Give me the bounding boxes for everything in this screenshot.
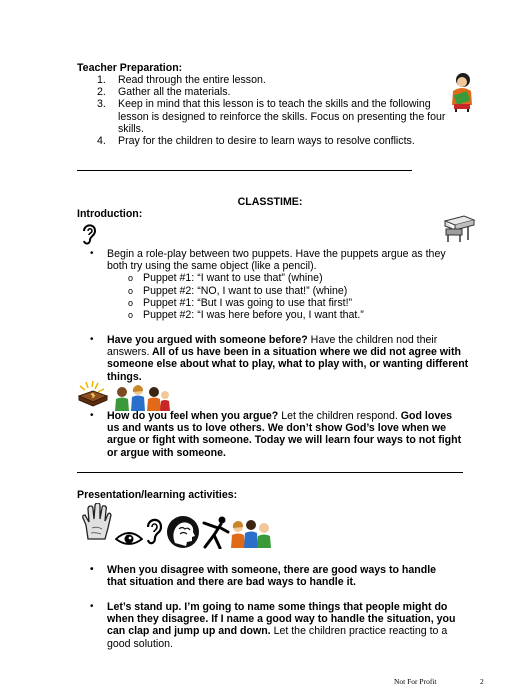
stretching-person-icon (200, 515, 230, 549)
page-number: 2 (480, 677, 484, 686)
stand-up-practice: Let the children practice reacting to a good solution. (107, 625, 448, 650)
list-item (128, 285, 457, 297)
list-number: 3. (97, 98, 106, 111)
list-item (97, 135, 447, 147)
feel-instruction: Let the children respond. (278, 410, 398, 422)
list-item (90, 248, 457, 322)
puppet-lines (107, 272, 457, 321)
ear-icon (80, 222, 98, 246)
teacher-prep-list (97, 74, 447, 147)
list-number: 1. (97, 74, 106, 86)
girl-reading-icon (447, 71, 477, 113)
head-profile-icon (166, 515, 200, 549)
roleplay-text: Begin a role-play between two puppets. Have the puppets argue as they both try using the same object (like a pencil). (107, 248, 446, 273)
puppet-line: Puppet #1: “But I was going to use that first!” (143, 296, 353, 309)
argued-instruction: Have the children nod their answers. (107, 334, 438, 359)
argued-question: Have you argued with someone before? (107, 334, 308, 346)
hand-icon (80, 503, 114, 543)
list-item (90, 564, 447, 589)
list-item (90, 410, 467, 459)
eye-icon (115, 530, 143, 548)
section-divider (77, 472, 463, 473)
disagree-text: When you disagree with someone, there are good ways to handle that situation and there are bad ways to handle it. (107, 564, 437, 589)
list-item (128, 309, 457, 321)
feel-statement: God loves us and wants us to love others. We don’t show God’s love when we argue or fight with someone. Today we will learn four ways to not fight or argue with someone. (107, 410, 462, 459)
presentation-heading: Presentation/learning activities: (77, 489, 238, 501)
classtime-title: CLASSTIME: (237, 196, 303, 208)
list-text: Gather all the materials. (118, 86, 231, 99)
teacher-prep-heading: Teacher Preparation: (77, 62, 183, 74)
list-text: Read through the entire lesson. (118, 74, 266, 86)
circle-bullet-icon: o (128, 273, 134, 284)
list-text: Pray for the children to desire to learn ways to resolve conflicts. (118, 135, 415, 148)
school-desk-icon (442, 213, 476, 243)
stand-up-instruction: Let’s stand up. I’m going to name some things that people might do when they disagree. If I name a good way to handle the situation, you can clap and jump up and down. (107, 601, 456, 638)
list-item (97, 86, 447, 98)
bible-icon (76, 380, 110, 410)
list-item (128, 297, 457, 309)
feel-question: How do you feel when you argue? (107, 410, 279, 422)
bullet-icon: • (90, 334, 94, 345)
section-divider (77, 170, 412, 171)
footer-label: Not For Profit (394, 677, 437, 686)
bullet-icon: • (90, 601, 94, 612)
list-text: Keep in mind that this lesson is to teach the skills and the following lesson is designed to reinforce the skills. Focus on presenting the four skills. (118, 98, 446, 135)
circle-bullet-icon: o (128, 310, 134, 321)
list-number: 4. (97, 135, 106, 148)
puppet-line: Puppet #2: “NO, I want to use that!” (whine) (143, 284, 348, 297)
bullet-icon: • (90, 248, 94, 259)
circle-bullet-icon: o (128, 297, 134, 308)
ear-icon (145, 516, 163, 546)
list-item (97, 74, 447, 86)
bullet-icon: • (90, 410, 94, 421)
list-item (128, 272, 457, 284)
list-number: 2. (97, 86, 106, 99)
list-item (90, 334, 470, 383)
circle-bullet-icon: o (128, 285, 134, 296)
children-group-icon (112, 385, 170, 411)
puppet-line: Puppet #1: “I want to use that” (whine) (143, 272, 323, 285)
list-item (90, 601, 472, 650)
introduction-heading: Introduction: (77, 208, 143, 220)
children-group-icon (229, 518, 273, 548)
bullet-icon: • (90, 564, 94, 575)
puppet-line: Puppet #2: “I was here before you, I want that.” (143, 309, 364, 322)
list-item (97, 98, 447, 135)
argued-statement: All of us have been in a situation where we did not agree with someone else about what to play, what to play with, or wanting different things. (107, 346, 469, 383)
